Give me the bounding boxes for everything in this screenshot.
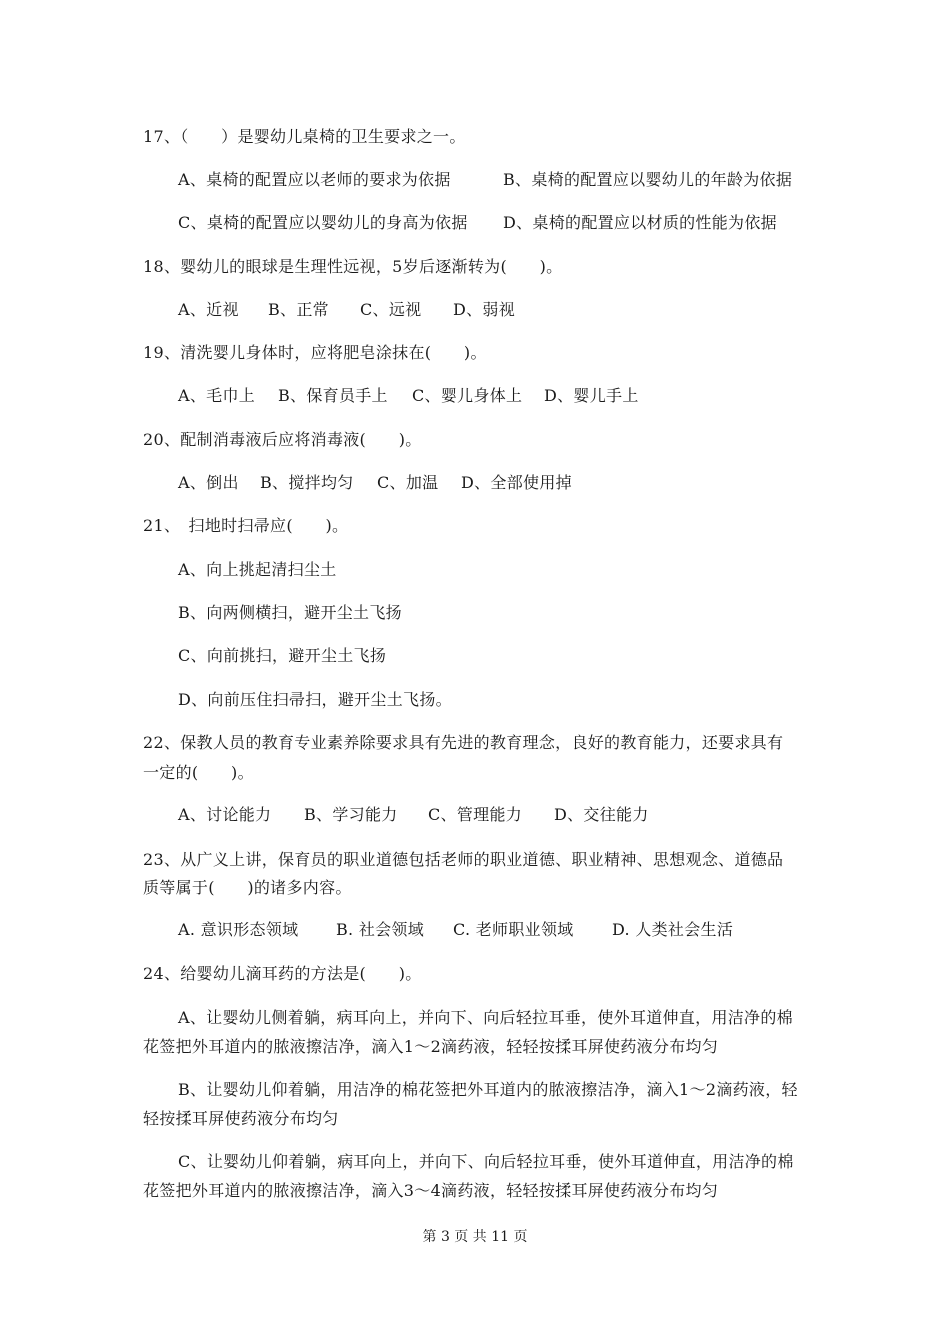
question-19-option-b: B、保育员手上 — [278, 386, 388, 405]
question-17-option-d: D、桌椅的配置应以材质的性能为依据 — [503, 213, 777, 232]
question-22-continued: 一定的( )。 — [143, 763, 254, 782]
question-22-option-a: A、讨论能力 — [178, 805, 272, 824]
question-19: 19、清洗婴儿身体时，应将肥皂涂抹在( )。 — [143, 343, 487, 362]
question-18-option-a: A、近视 — [178, 300, 239, 319]
question-24-option-a-line1: A、让婴幼儿侧着躺，病耳向上，并向下、向后轻拉耳垂，使外耳道伸直，用洁净的棉 — [178, 1008, 793, 1027]
question-24: 24、给婴幼儿滴耳药的方法是( )。 — [143, 964, 422, 983]
question-24-option-c-line1: C、让婴幼儿仰着躺，病耳向上，并向下、向后轻拉耳垂，使外耳道伸直，用洁净的棉 — [178, 1152, 794, 1171]
question-17: 17、（ ）是婴幼儿桌椅的卫生要求之一。 — [143, 127, 466, 146]
question-20-option-c: C、加温 — [377, 473, 439, 492]
question-21-option-d: D、向前压住扫帚扫，避开尘土飞扬。 — [178, 690, 452, 709]
question-22-option-b: B、学习能力 — [304, 805, 398, 824]
question-20: 20、配制消毒液后应将消毒液( )。 — [143, 430, 422, 449]
question-18-option-c: C、远视 — [360, 300, 422, 319]
question-23-continued: 质等属于( )的诸多内容。 — [143, 878, 352, 897]
question-21-option-c: C、向前挑扫，避开尘土飞扬 — [178, 646, 387, 665]
question-20-option-b: B、搅拌均匀 — [260, 473, 354, 492]
page-number-footer: 第 3 页 共 11 页 — [422, 1229, 528, 1245]
question-19-option-c: C、婴儿身体上 — [412, 386, 523, 405]
question-17-option-c: C、桌椅的配置应以婴幼儿的身高为依据 — [178, 213, 468, 232]
question-17-option-a: A、桌椅的配置应以老师的要求为依据 — [178, 170, 451, 189]
question-23: 23、从广义上讲，保育员的职业道德包括老师的职业道德、职业精神、思想观念、道德品 — [143, 850, 784, 869]
question-23-option-c: C. 老师职业领域 — [453, 920, 574, 939]
question-20-option-d: D、全部使用掉 — [461, 473, 572, 492]
question-18-option-b: B、正常 — [268, 300, 329, 319]
question-24-option-a-line2: 花签把外耳道内的脓液擦洁净，滴入1～2滴药液，轻轻按揉耳屏使药液分布均匀 — [143, 1037, 719, 1056]
question-18-option-d: D、弱视 — [453, 300, 516, 319]
question-22-option-d: D、交往能力 — [554, 805, 649, 824]
question-21-option-a: A、向上挑起清扫尘土 — [178, 560, 337, 579]
question-20-option-a: A、倒出 — [178, 473, 239, 492]
question-24-option-b-line1: B、让婴幼儿仰着躺，用洁净的棉花签把外耳道内的脓液擦洁净，滴入1～2滴药液，轻 — [178, 1080, 798, 1099]
question-23-option-b: B. 社会领域 — [336, 920, 425, 939]
question-21: 21、 扫地时扫帚应( )。 — [143, 516, 349, 535]
question-24-option-b-line2: 轻按揉耳屏使药液分布均匀 — [143, 1109, 339, 1128]
question-24-option-c-line2: 花签把外耳道内的脓液擦洁净，滴入3～4滴药液，轻轻按揉耳屏使药液分布均匀 — [143, 1181, 719, 1200]
question-23-option-d: D. 人类社会生活 — [612, 920, 734, 939]
question-19-option-d: D、婴儿手上 — [544, 386, 639, 405]
question-17-option-b: B、桌椅的配置应以婴幼儿的年龄为依据 — [503, 170, 793, 189]
question-23-option-a: A. 意识形态领域 — [178, 920, 299, 939]
question-21-option-b: B、向两侧横扫，避开尘土飞扬 — [178, 603, 402, 622]
question-18: 18、婴幼儿的眼球是生理性远视，5岁后逐渐转为( )。 — [143, 257, 563, 276]
question-22: 22、保教人员的教育专业素养除要求具有先进的教育理念，良好的教育能力，还要求具有 — [143, 733, 784, 752]
question-22-option-c: C、管理能力 — [428, 805, 523, 824]
question-19-option-a: A、毛巾上 — [178, 386, 256, 405]
